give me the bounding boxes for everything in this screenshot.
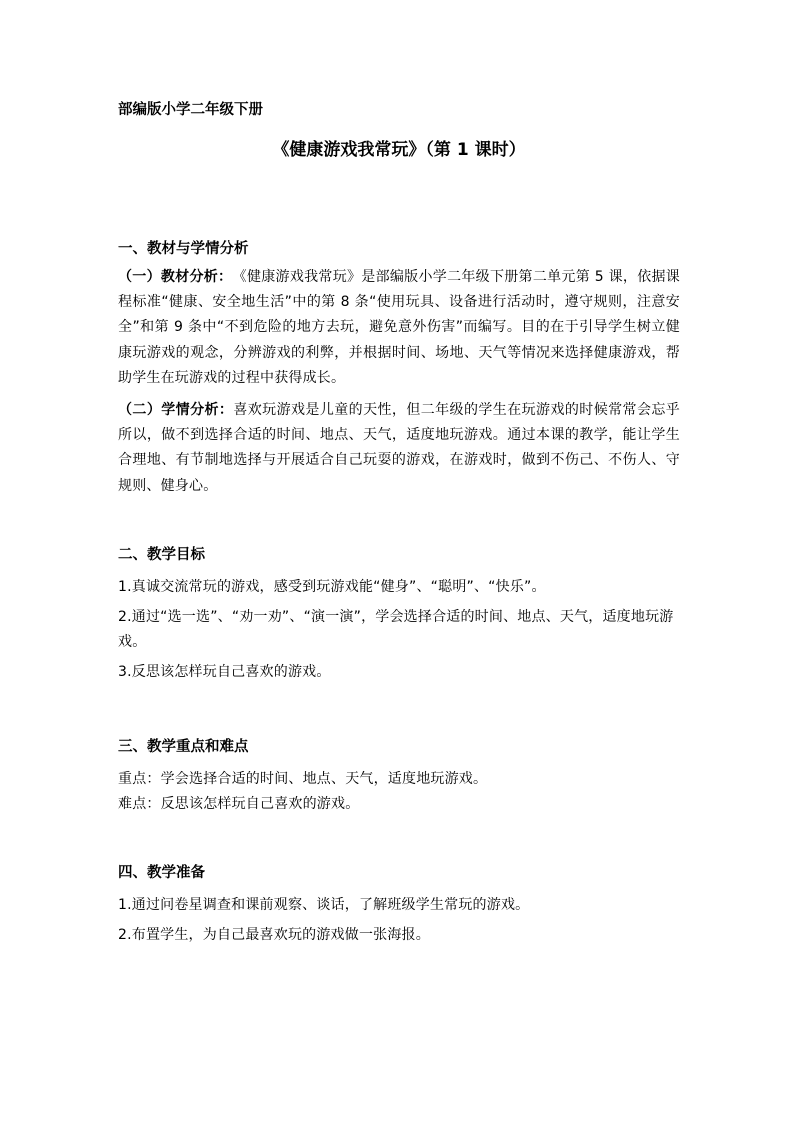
preparation-item: 1.通过问卷星调查和课前观察、谈话，了解班级学生常玩的游戏。 (118, 897, 530, 914)
textbook-analysis-paragraph (118, 265, 680, 391)
preparation-item: 2.布置学生，为自己最喜欢玩的游戏做一张海报。 (118, 927, 430, 944)
objective-item: 2.通过“选一选”、“劝一劝”、“演一演”，学会选择合适的时间、地点、天气，适度地玩游戏。 (118, 609, 674, 651)
section-title-preparation: 四、教学准备 (118, 865, 205, 882)
textbook-header: 部编版小学二年级下册 (118, 102, 263, 118)
textbook-analysis-label: （一）教材分析： (118, 269, 226, 285)
objective-item: 1.真诚交流常玩的游戏，感受到玩游戏能“健身”、“聪明”、“快乐”。 (118, 578, 546, 595)
student-analysis-label: （二）学情分析： (118, 402, 234, 419)
lesson-title: 《健康游戏我常玩》（第 1 课时） (272, 140, 526, 160)
document-content (118, 100, 680, 953)
student-analysis-text: 喜欢玩游戏是儿童的天性，但二年级的学生在玩游戏的时候常常会忘乎所以，做不到选择合适的时间、地点、天气，适度地玩游戏。通过本课的教学，能让学生合理地、有节制地选择与开展适合自己玩耍的游戏，在游戏时，做到不伤己、不伤人、守规则、健身心。 (118, 402, 680, 494)
difficult-point: 难点：反思该怎样玩自己喜欢的游戏。 (118, 795, 360, 812)
objective-item: 3.反思该怎样玩自己喜欢的游戏。 (118, 664, 331, 681)
section-title-analysis: 一、教材与学情分析 (118, 241, 249, 257)
section-title-key-points: 三、教学重点和难点 (118, 738, 249, 755)
student-analysis-paragraph (118, 398, 680, 499)
key-point: 重点：学会选择合适的时间、地点、天气，适度地玩游戏。 (118, 770, 488, 787)
section-title-objectives: 二、教学目标 (118, 546, 205, 563)
textbook-analysis-text: 《健康游戏我常玩》是部编版小学二年级下册第二单元第 5 课，依据课程标准“健康、安全地生活”中的第 8 条“使用玩具、设备进行活动时，遵守规则，注意安全”和第 9 条中“不到危险的地方去玩，避免意外伤害”而编写。目的在于引导学生树立健康玩游戏的观念，分辨游戏的利弊，并根据时间、场地、天气等情况来选择健康游戏，帮助学生在玩游戏的过程中获得成长。 (118, 269, 680, 386)
